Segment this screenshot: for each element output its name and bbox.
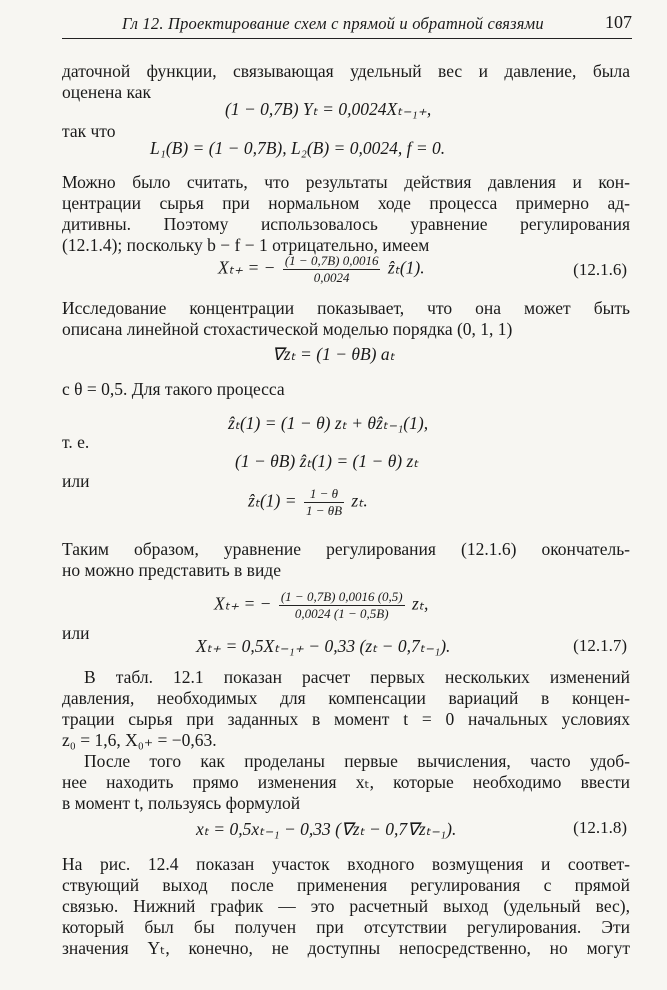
fraction-denominator: 0,0024 (313, 270, 350, 285)
text-line: с θ = 0,5. Для такого процесса (62, 379, 285, 399)
text-line: Можно было считать, что результаты действия давления и кон- (62, 172, 630, 192)
equation: (1 − 0,7B) Yₜ = 0,0024Xₜ₋₁₊, (225, 99, 432, 119)
text-line: в момент t, пользуясь формулой (62, 793, 301, 813)
text-line: который был бы получен при отсутствии регулирования. Эти (62, 917, 630, 937)
text-line: центрации сырья при нормальном ходе процесса примерно ад- (62, 193, 630, 213)
text-line: связью. Нижний график — это расчетный выход (удельный вес), (62, 896, 630, 916)
equation-label: (12.1.7) (573, 636, 627, 655)
text-line: так что (62, 121, 116, 141)
eq-left: Xₜ₊ = − (218, 257, 276, 278)
text-line: т. е. (62, 432, 90, 452)
fraction-denominator: 1 − θB (305, 503, 343, 518)
equation (214, 589, 428, 622)
page-number: 107 (605, 12, 632, 32)
equation-label: (12.1.8) (573, 818, 627, 837)
text-line: Исследование концентрации показывает, что она может быть (62, 298, 630, 318)
fraction-numerator: 1 − θ (304, 486, 344, 503)
text-line: На рис. 12.4 показан участок входного возмущения и соответ- (62, 854, 630, 874)
text-line: значения Yₜ, конечно, не доступны непосредственно, но могут (62, 938, 630, 958)
text-line: или (62, 623, 90, 643)
fraction-numerator: (1 − 0,7B) 0,0016 (0,5) (280, 589, 403, 604)
equation: (1 − θB) ẑₜ(1) = (1 − θ) zₜ (235, 451, 419, 471)
text-line: или (62, 471, 90, 491)
text-line: z₀ = 1,6, X₀₊ = −0,63. (62, 730, 217, 750)
text-line: давления, необходимых для компенсации вариаций в концен- (62, 688, 630, 708)
eq-right: zₜ, (412, 593, 429, 614)
header-title: Гл 12. Проектирование схем с прямой и обратной связями (122, 14, 544, 33)
text-line: даточной функции, связывающая удельный вес и давление, была (62, 61, 630, 81)
equation-12-1-6 (218, 253, 425, 286)
equation: ẑₜ(1) = (1 − θ) zₜ + θẑₜ₋₁(1), (228, 413, 429, 433)
equation-label: (12.1.6) (573, 260, 627, 279)
equation-12-1-8: xₜ = 0,5xₜ₋₁ − 0,33 (∇zₜ − 0,7∇zₜ₋₁). (196, 819, 457, 839)
eq-left: Xₜ₊ = − (214, 593, 272, 614)
fraction (283, 253, 381, 286)
text-line: Таким образом, уравнение регулирования (12.1.6) окончатель- (62, 539, 630, 559)
fraction (279, 589, 405, 622)
text-line: дитивны. Поэтому использовалось уравнение регулирования (62, 214, 630, 234)
fraction-denominator: 0,0024 (1 − 0,5B) (294, 606, 389, 621)
equation: L₁(B) = (1 − 0,7B), L₂(B) = 0,0024, f = 0. (150, 138, 446, 158)
eq-right: ẑₜ(1). (387, 257, 425, 278)
text-line: но можно представить в виде (62, 560, 281, 580)
fraction (304, 486, 344, 519)
equation: ∇zₜ = (1 − θB) aₜ (272, 344, 395, 364)
text-line: оценена как (62, 82, 152, 102)
text-line: ствующий выход после применения регулирования с прямой (62, 875, 630, 895)
running-header (62, 12, 632, 39)
text-line: (12.1.4); поскольку b − f − 1 отрицательно, имеем (62, 235, 430, 255)
text-line: нее находить прямо изменения xₜ, которые необходимо ввести (62, 772, 630, 792)
equation-12-1-7: Xₜ₊ = 0,5Xₜ₋₁₊ − 0,33 (zₜ − 0,7ₜ₋₁). (196, 636, 451, 656)
eq-left: ẑₜ(1) = (248, 490, 297, 511)
text-line: В табл. 12.1 показан расчет первых нескольких изменений (84, 667, 630, 687)
equation (248, 486, 368, 519)
fraction-numerator: (1 − 0,7B) 0,0016 (284, 253, 379, 268)
text-line: После того как проделаны первые вычисления, часто удоб- (84, 751, 630, 771)
eq-right: zₜ. (351, 490, 368, 511)
text-line: трации сырья при заданных в момент t = 0 начальных условиях (62, 709, 630, 729)
text-line: описана линейной стохастической моделью порядка (0, 1, 1) (62, 319, 513, 339)
